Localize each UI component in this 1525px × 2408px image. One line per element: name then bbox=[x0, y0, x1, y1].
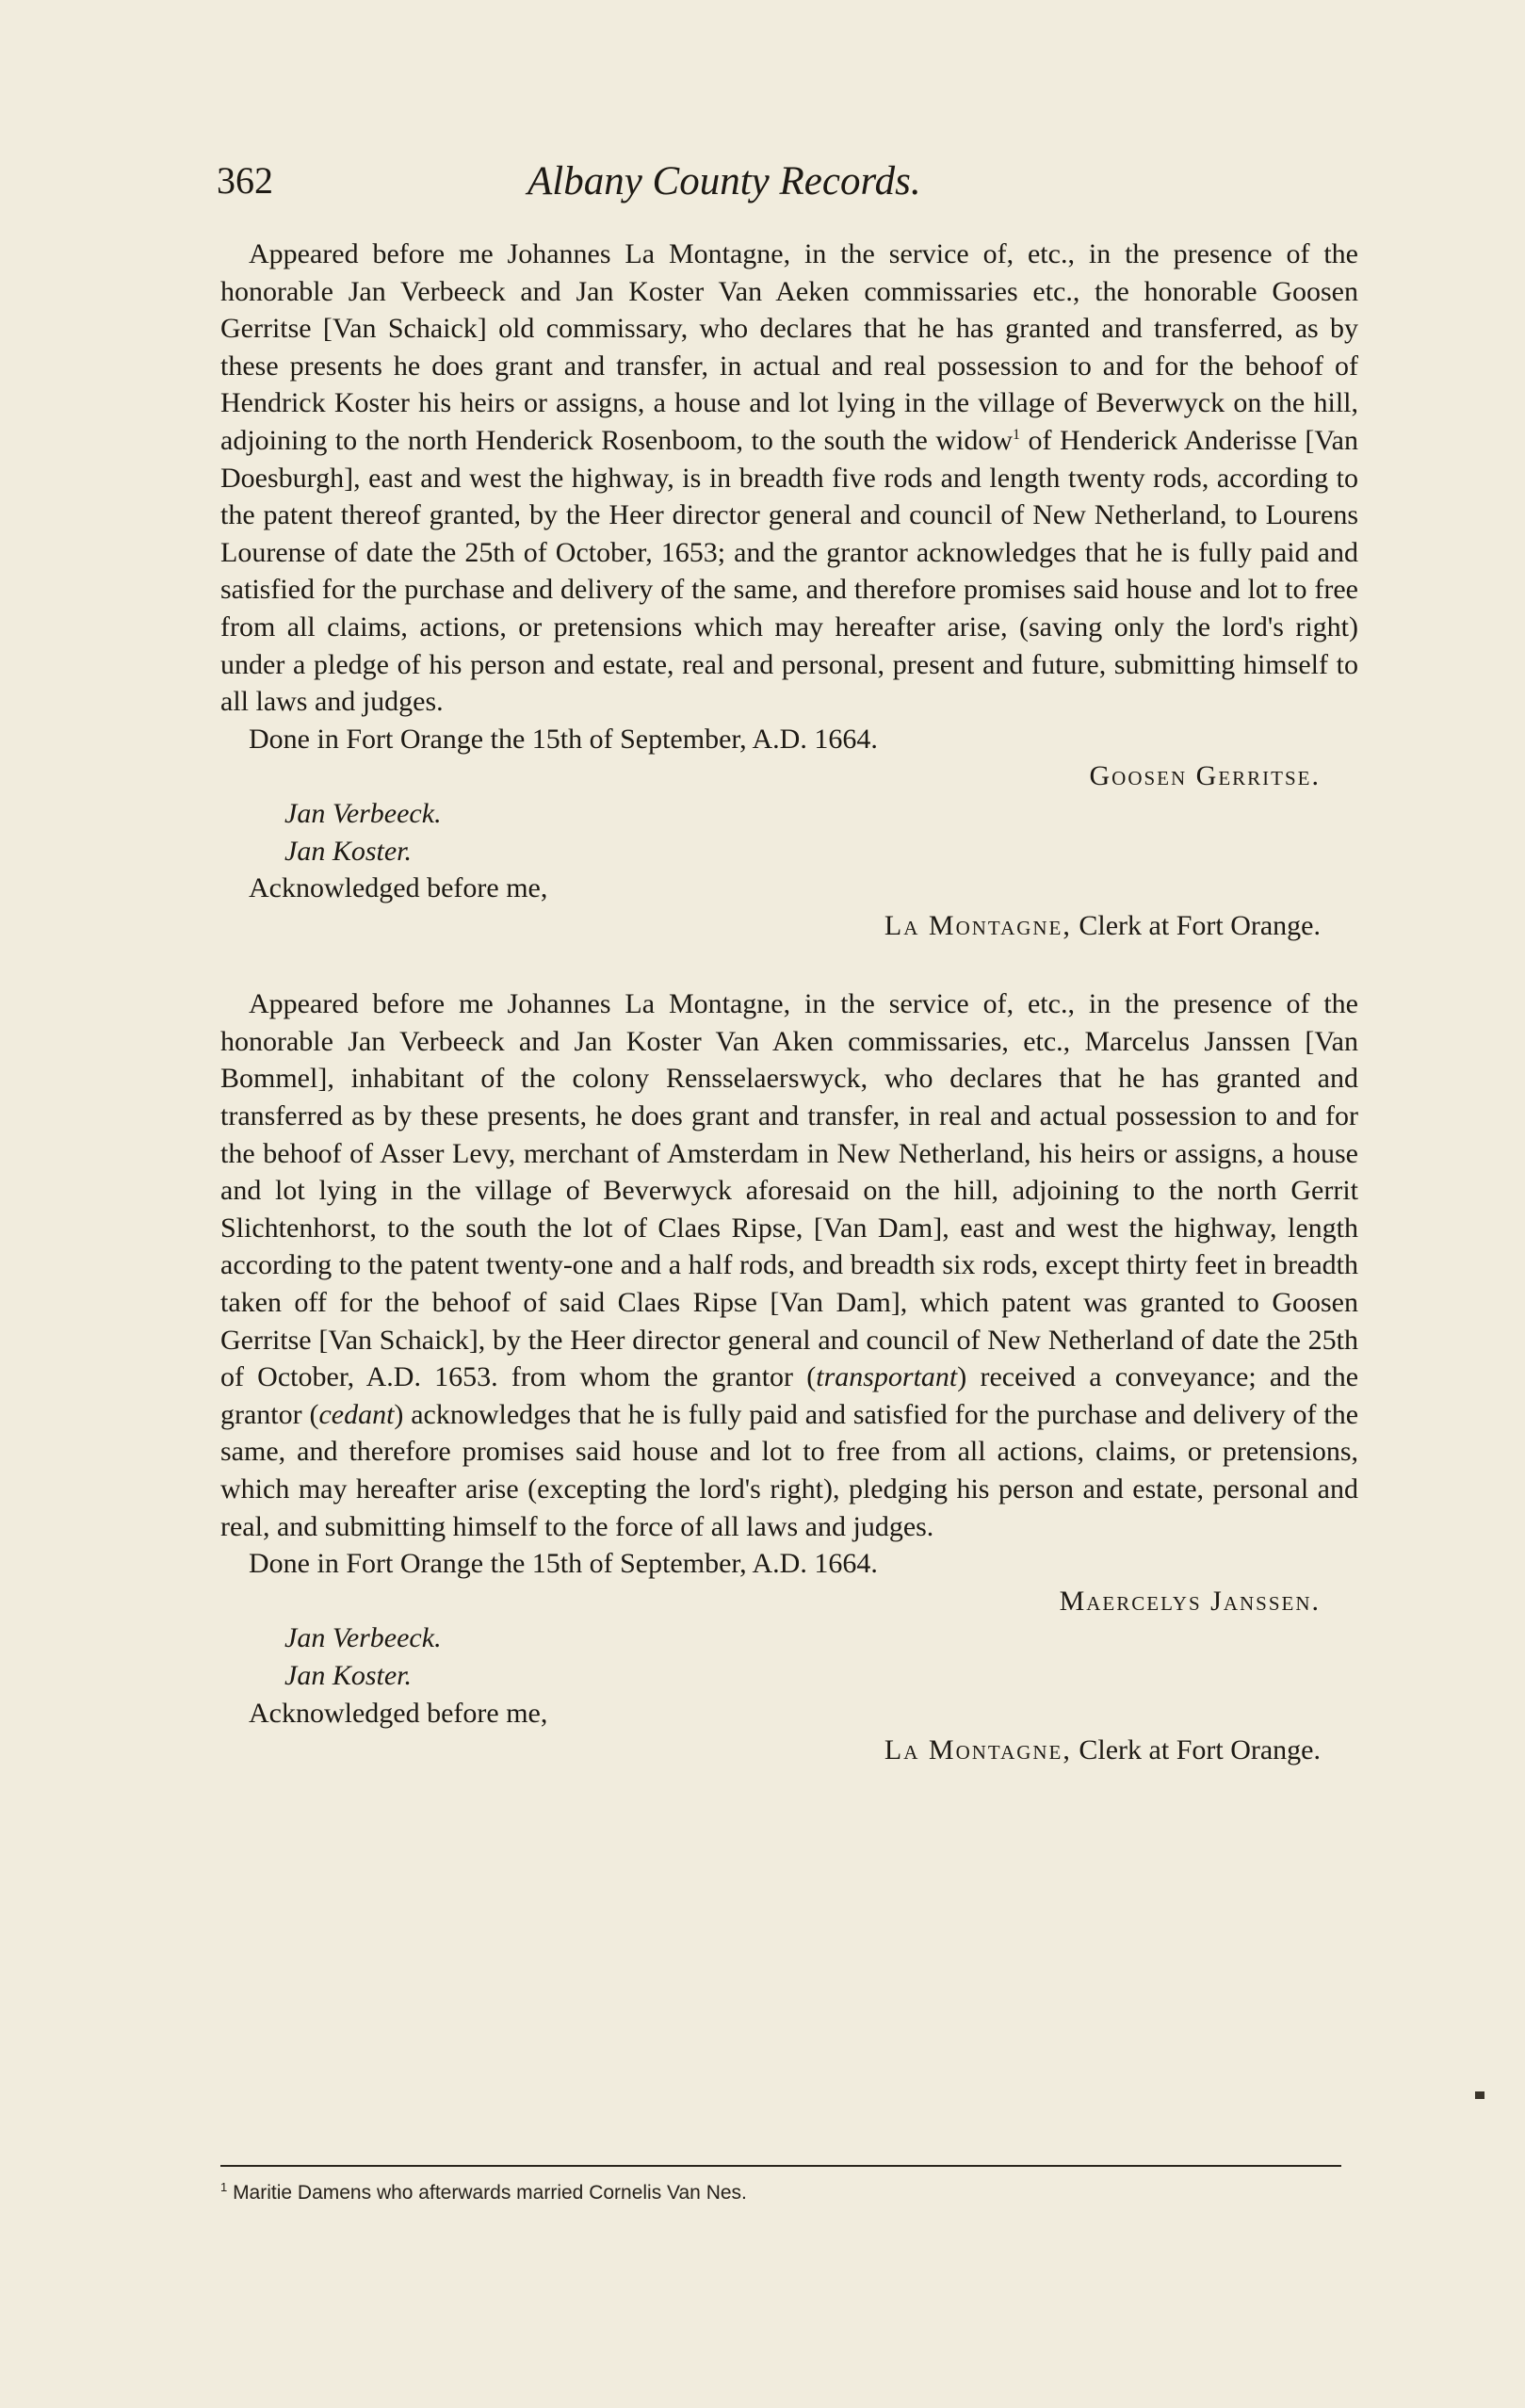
deed-2-text-a: Appeared before me Johannes La Montagne, in the service of, etc., in the presence of the honorable Jan Verbeeck and Jan Koster Van Aken commissaries, etc., Marcelus Janssen [Van Bommel], inhabitant of the colony Rensselaerswyck, who declares that he has granted and transferred as by these presents, he does grant and transfer, in real and actual possession to and for the behoof of Asser Levy, merchant of Amsterdam in New Netherland, his heirs or assigns, a house and lot lying in the village of Beverwyck aforesaid on the hill, adjoining to the north Gerrit Slichtenhorst, to the south the lot of Claes Ripse, [Van Dam], east and west the highway, length according to the patent twenty-one and a half rods, and breadth six rods, except thirty feet in breadth taken off for the behoof of said Claes Ripse [Van Dam], which patent was granted to Goosen Gerritse [Van Schaick], by the Heer director general and council of New Netherland of date the 25th of October, A.D. 1653. from whom the grantor ( bbox=[220, 988, 1358, 1393]
page-number: 362 bbox=[217, 159, 273, 202]
deed-2-witness-koster: Jan Koster. bbox=[284, 1659, 412, 1691]
deed-2-text-b: ) received a conveyance; and the grantor ( bbox=[220, 1361, 1359, 1430]
deed-1-acknowledgment: Acknowledged before me, bbox=[249, 872, 548, 904]
deed-2-acknowledgment: Acknowledged before me, bbox=[249, 1697, 548, 1729]
deed-1-clerk-name: La Montagne, bbox=[884, 909, 1072, 941]
deed-1-text-cont: of Henderick Anderisse [Van Doesburgh], east and west the highway, is in breadth five rods and length twenty rods, according to the patent thereof granted, by the Heer director general and council of New Netherland, to Lourens Lourense of date the 25th of October, 1653; and the grantor acknowledges that he is fully paid and satisfied for the purchase and delivery of the same, and therefore promises said house and lot to free from all claims, actions, or pretensions which may hereafter arise, (saving only the lord's right) under a pledge of his person and estate, real and personal, present and future, submitting himself to all laws and judges. bbox=[220, 424, 1358, 718]
footnote bbox=[220, 2182, 747, 2205]
footnote-marker: 1 bbox=[220, 2180, 228, 2194]
deed-1-witness-verbeeck: Jan Verbeeck. bbox=[284, 797, 442, 829]
deed-2-text-c: ) acknowledges that he is fully paid and satisfied for the purchase and delivery of the same, and therefore promises said house and lot to free from all actions, claims, or pretensions, which may hereafter arise (excepting the lord's right), pledging his person and estate, personal and real, and submitting himself to the force of all laws and judges. bbox=[220, 1398, 1359, 1542]
page-body bbox=[220, 236, 1358, 1769]
deed-1-done-line: Done in Fort Orange the 15th of September, A.D. 1664. bbox=[249, 723, 878, 755]
deed-1-text: Appeared before me Johannes La Montagne, in the service of, etc., in the presence of the honorable Jan Verbeeck and Jan Koster Van Aeken commissaries etc., the honorable Goosen Gerritse [Van Schaick] old commissary, who declares that he has granted and transferred, as by these presents he does grant and transfer, in actual and real possession to and for the behoof of Hendrick Koster his heirs or assigns, a house and lot lying in the village of Beverwyck on the hill, adjoining to the north Henderick Rosenboom, to the south the widow bbox=[220, 238, 1358, 456]
footnote-reference: 1 bbox=[1013, 426, 1020, 443]
deed-2-italic-cedant: cedant bbox=[318, 1398, 395, 1430]
entry-separator bbox=[220, 944, 1358, 985]
running-title: Albany County Records. bbox=[527, 159, 921, 203]
deed-1-grantor-signature: Goosen Gerritse. bbox=[1089, 760, 1321, 792]
deed-2-grantor-signature: Maercelys Janssen. bbox=[1059, 1585, 1321, 1617]
deed-2-italic-transportant: transportant bbox=[816, 1361, 958, 1393]
margin-mark bbox=[1475, 2091, 1484, 2099]
footnote-text: Maritie Damens who afterwards married Cornelis Van Nes. bbox=[227, 2182, 747, 2204]
deed-2-clerk-signature bbox=[220, 1732, 1358, 1769]
deed-2-clerk-title: Clerk at Fort Orange. bbox=[1071, 1734, 1321, 1766]
deed-2-witness-verbeeck: Jan Verbeeck. bbox=[284, 1622, 442, 1654]
deed-1-clerk-title: Clerk at Fort Orange. bbox=[1071, 909, 1321, 941]
page-header bbox=[0, 158, 1525, 215]
deed-paragraph-1 bbox=[220, 236, 1358, 721]
footnote-rule bbox=[220, 2165, 1341, 2167]
deed-1-clerk-signature bbox=[220, 907, 1358, 945]
deed-2-clerk-name: La Montagne, bbox=[884, 1734, 1072, 1766]
deed-2-done-line: Done in Fort Orange the 15th of September, A.D. 1664. bbox=[249, 1548, 878, 1580]
deed-1-witness-koster: Jan Koster. bbox=[284, 835, 412, 867]
deed-paragraph-2 bbox=[220, 985, 1358, 1545]
